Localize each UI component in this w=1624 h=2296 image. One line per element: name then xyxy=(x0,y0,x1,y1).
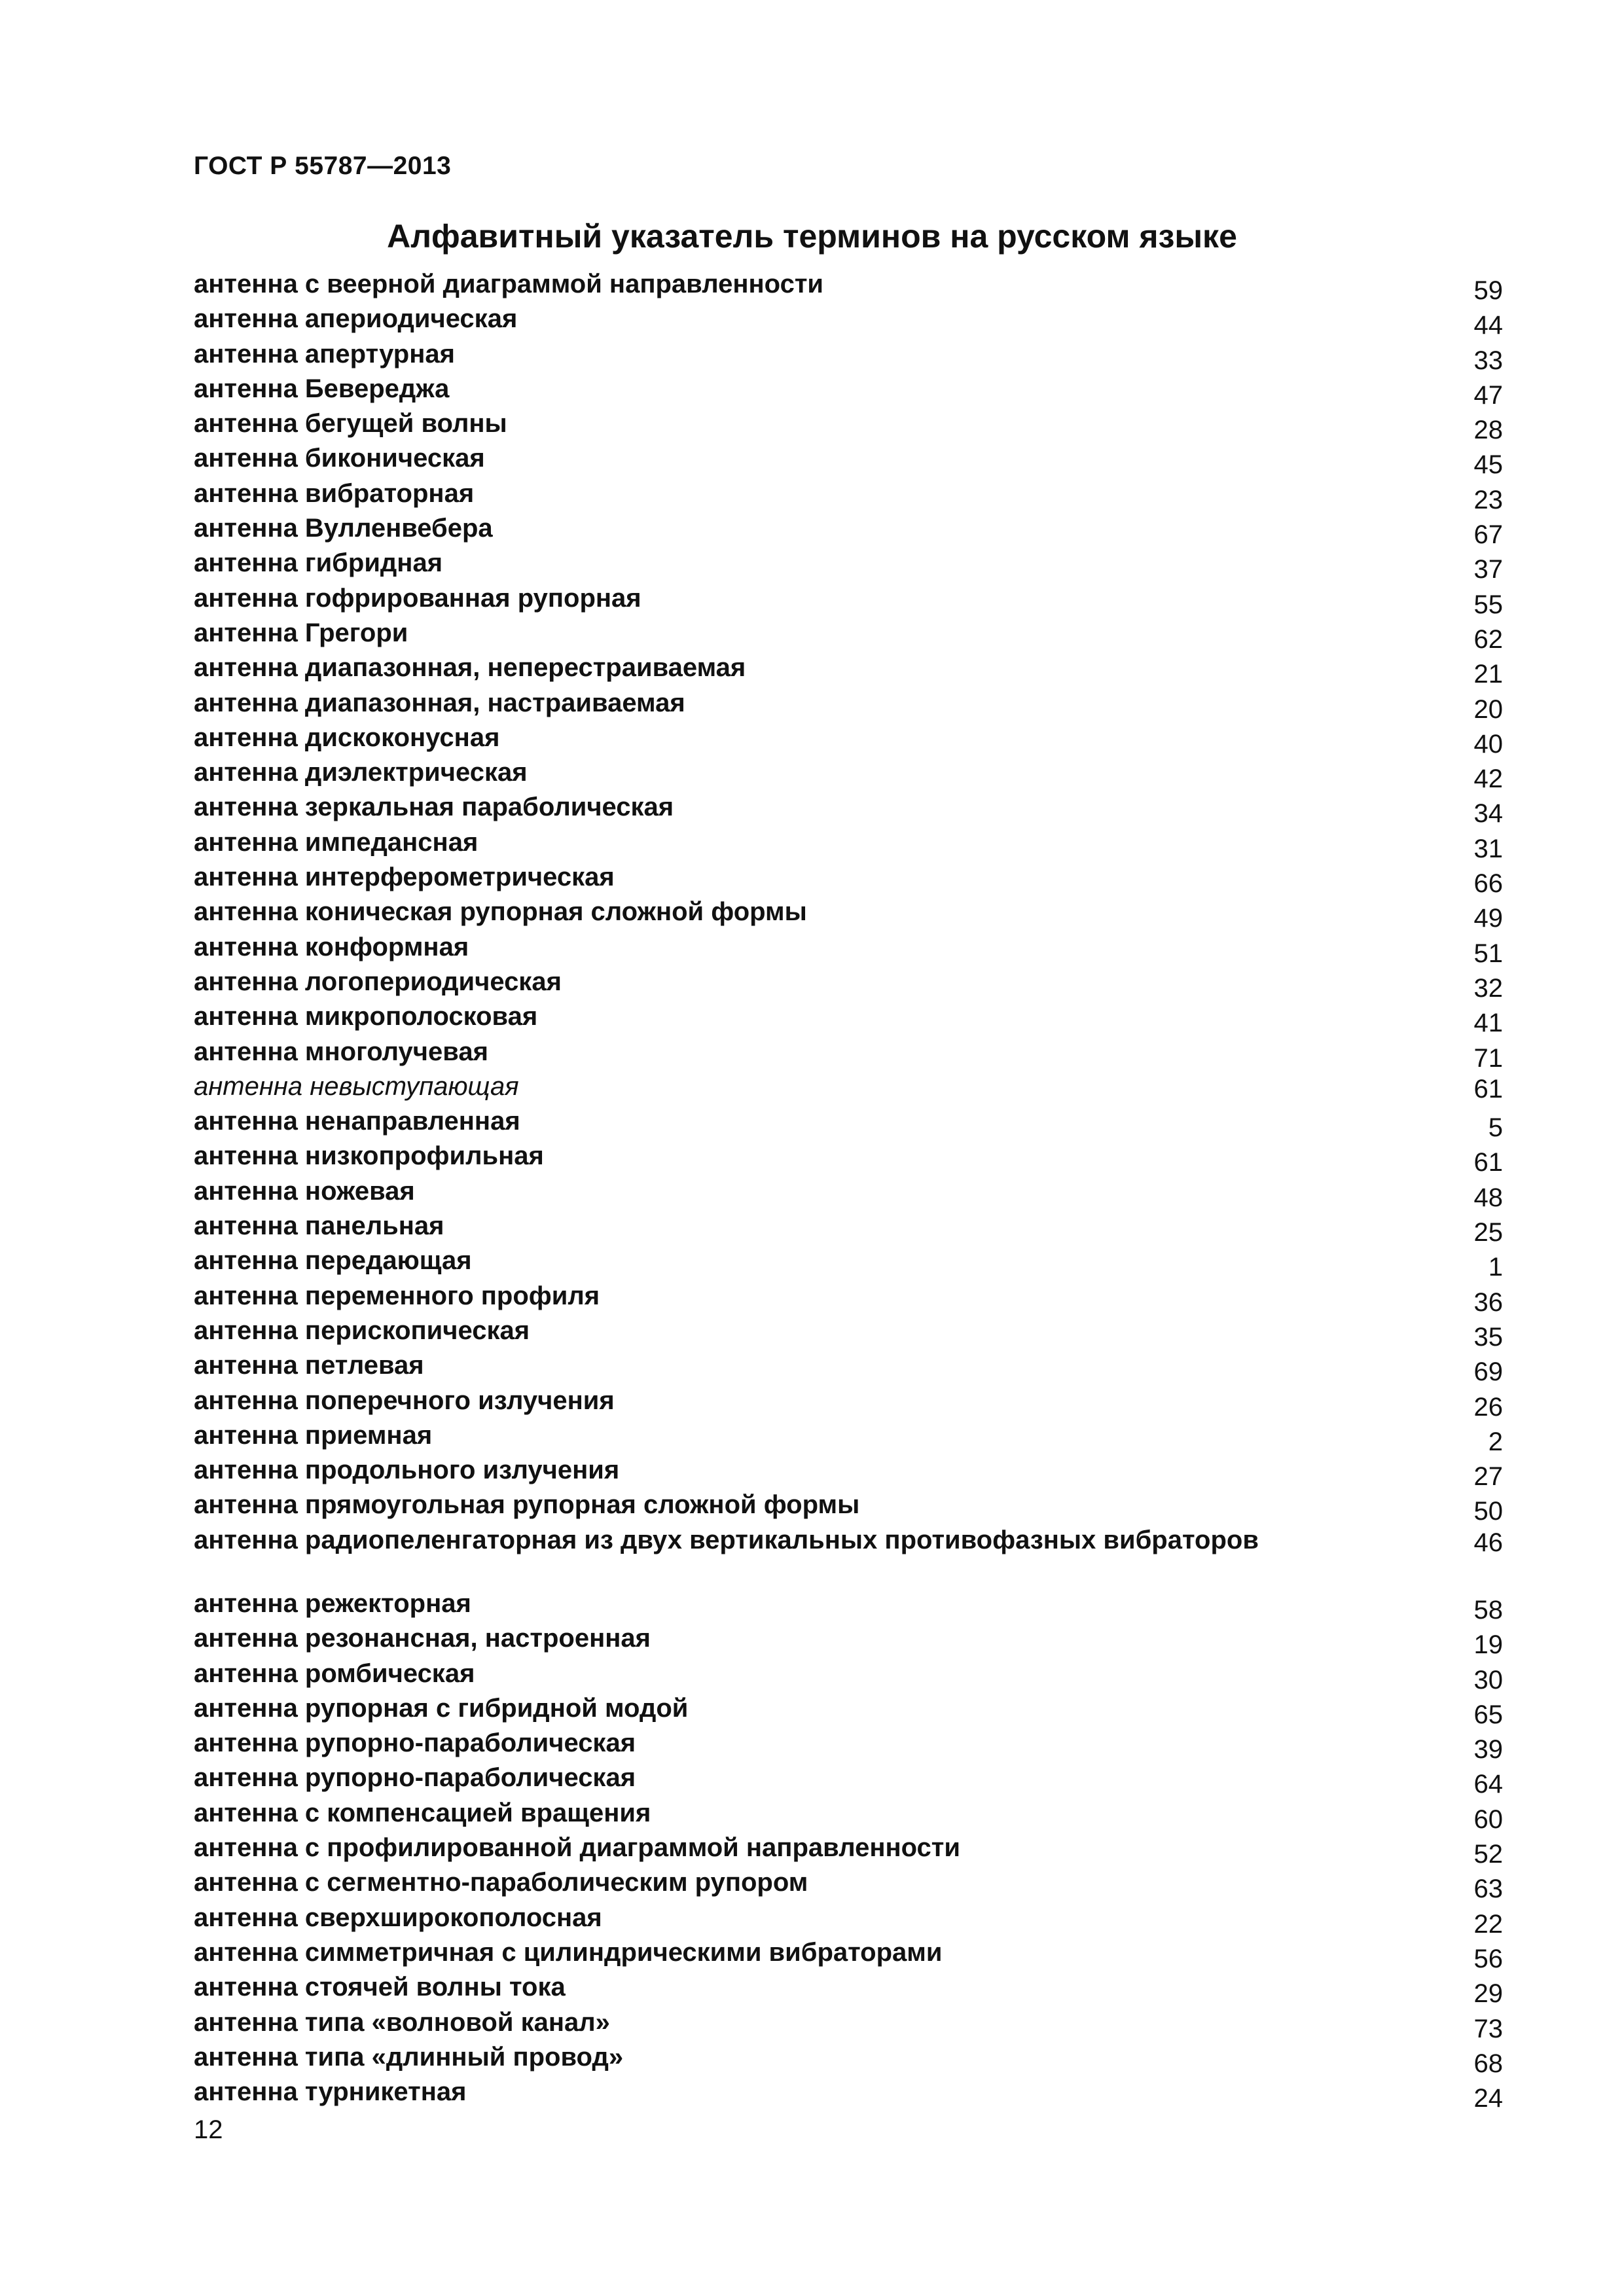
index-entry xyxy=(194,1799,1503,1833)
entry-number: 30 xyxy=(1473,1665,1503,1695)
entry-number: 68 xyxy=(1473,2049,1503,2078)
index-entry xyxy=(194,1177,1503,1211)
entry-term: антенна гофрированная рупорная xyxy=(194,583,641,613)
entry-number: 42 xyxy=(1473,764,1503,794)
entry-term: антенна коническая рупорная сложной формы xyxy=(194,897,807,927)
index-entry xyxy=(194,863,1503,897)
index-entry xyxy=(194,653,1503,688)
index-entry xyxy=(194,1694,1503,1729)
entry-number: 67 xyxy=(1473,520,1503,550)
page-number: 12 xyxy=(194,2115,223,2144)
index-entry xyxy=(194,1421,1503,1456)
entry-number: 46 xyxy=(1473,1528,1503,1557)
index-entry xyxy=(194,2008,1503,2043)
entry-term: антенна микрополосковая xyxy=(194,1002,538,1031)
entry-term: антенна типа «волновой канал» xyxy=(194,2007,610,2037)
entry-number: 60 xyxy=(1473,1804,1503,1834)
entry-number: 61 xyxy=(1473,1074,1503,1103)
index-entry xyxy=(194,1938,1503,1973)
index-entry xyxy=(194,1589,1503,1624)
index-entry xyxy=(194,584,1503,619)
entry-term: антенна Грегори xyxy=(194,618,408,647)
entry-term: антенна биконическая xyxy=(194,444,485,473)
entry-term: антенна прямоугольная рупорная сложной формы xyxy=(194,1490,860,1520)
index-title: Алфавитный указатель терминов на русском языке xyxy=(387,218,1237,255)
entry-number: 58 xyxy=(1473,1595,1503,1624)
entry-number: 59 xyxy=(1473,276,1503,305)
index-entry xyxy=(194,548,1503,583)
index-entry xyxy=(194,1624,1503,1659)
index-entry xyxy=(194,967,1503,1002)
entry-term: антенна рупорно-параболическая xyxy=(194,1729,636,1758)
entry-term: антенна Бевереджа xyxy=(194,374,450,403)
entry-term: антенна интерферометрическая xyxy=(194,863,615,892)
entry-term: антенна резонансная, настроенная xyxy=(194,1624,651,1653)
index-entry xyxy=(194,1282,1503,1316)
document-code-header: ГОСТ Р 55787—2013 xyxy=(194,152,452,180)
entry-term: антенна логопериодическая xyxy=(194,967,562,996)
entry-term: антенна диапазонная, настраиваемая xyxy=(194,688,685,717)
index-entry xyxy=(194,270,1503,304)
entry-term: антенна сверхширокополосная xyxy=(194,1903,602,1932)
entry-number: 44 xyxy=(1473,311,1503,340)
entry-term: антенна режекторная xyxy=(194,1588,471,1618)
entry-term: антенна конформная xyxy=(194,932,469,961)
index-entry xyxy=(194,409,1503,444)
entry-term: антенна передающая xyxy=(194,1246,472,1276)
entry-number: 63 xyxy=(1473,1874,1503,1904)
entry-term: антенна апертурная xyxy=(194,339,455,368)
entry-term: антенна поперечного излучения xyxy=(194,1386,615,1415)
entry-term: антенна с сегментно-параболическим рупором xyxy=(194,1868,808,1897)
entry-term-italic: антенна невыступающая xyxy=(194,1071,519,1101)
index-entry xyxy=(194,1002,1503,1037)
entry-number: 48 xyxy=(1473,1183,1503,1212)
index-entry xyxy=(194,828,1503,863)
index-entry xyxy=(194,1316,1503,1351)
entry-number: 35 xyxy=(1473,1322,1503,1352)
index-entry xyxy=(194,933,1503,967)
index-entry xyxy=(194,1526,1503,1560)
index-entry xyxy=(194,1211,1503,1246)
entry-number: 27 xyxy=(1473,1462,1503,1492)
entry-term: антенна радиопеленгаторная из двух вертикальных противофазных вибраторов xyxy=(194,1525,1259,1554)
entry-number: 28 xyxy=(1473,416,1503,445)
entry-term: антенна петлевая xyxy=(194,1351,424,1380)
entry-term: антенна вибраторная xyxy=(194,478,475,508)
entry-term: антенна панельная xyxy=(194,1211,444,1241)
entry-term: антенна рупорно-параболическая xyxy=(194,1763,636,1793)
entry-number: 66 xyxy=(1473,869,1503,899)
index-entry xyxy=(194,1763,1503,1798)
entry-number: 1 xyxy=(1488,1253,1503,1282)
index-entry xyxy=(194,1490,1503,1525)
entry-number: 36 xyxy=(1473,1287,1503,1317)
entry-number: 65 xyxy=(1473,1700,1503,1729)
index-entry xyxy=(194,1973,1503,2007)
entry-term: антенна стоячей волны тока xyxy=(194,1973,566,2002)
entry-term: антенна Вулленвебера xyxy=(194,514,493,543)
entry-term: антенна ненаправленная xyxy=(194,1107,520,1136)
entry-term: антенна перископическая xyxy=(194,1316,530,1345)
index-entry xyxy=(194,1729,1503,1763)
entry-number: 5 xyxy=(1488,1113,1503,1143)
index-entry xyxy=(194,1141,1503,1176)
entry-term: антенна с компенсацией вращения xyxy=(194,1798,651,1827)
entry-term: антенна рупорная с гибридной модой xyxy=(194,1693,689,1723)
index-entry xyxy=(194,1107,1503,1141)
entry-number: 26 xyxy=(1473,1392,1503,1422)
entry-number: 24 xyxy=(1473,2084,1503,2113)
index-entry xyxy=(194,1037,1503,1072)
entry-term: антенна с веерной диаграммой направленности xyxy=(194,270,824,298)
entry-number: 32 xyxy=(1473,973,1503,1003)
entry-number: 31 xyxy=(1473,834,1503,863)
index-entry xyxy=(194,1456,1503,1490)
index-entry xyxy=(194,444,1503,478)
entry-number: 55 xyxy=(1473,590,1503,619)
entry-number: 56 xyxy=(1473,1944,1503,1973)
index-entry xyxy=(194,1868,1503,1903)
entry-number: 64 xyxy=(1473,1770,1503,1799)
entry-number: 50 xyxy=(1473,1497,1503,1526)
entry-number: 40 xyxy=(1473,729,1503,759)
index-entry xyxy=(194,619,1503,653)
entry-number: 71 xyxy=(1473,1043,1503,1073)
entry-term: антенна зеркальная параболическая xyxy=(194,793,674,822)
entry-number: 25 xyxy=(1473,1218,1503,1247)
index-entry xyxy=(194,897,1503,932)
entry-term: антенна турникетная xyxy=(194,2077,467,2107)
entry-number: 2 xyxy=(1488,1427,1503,1456)
entry-term: антенна ромбическая xyxy=(194,1659,475,1688)
index-entry xyxy=(194,1833,1503,1868)
index-entry xyxy=(194,1659,1503,1694)
entry-term: антенна диапазонная, неперестраиваемая xyxy=(194,653,746,683)
entry-number: 52 xyxy=(1473,1840,1503,1869)
entry-term: антенна продольного излучения xyxy=(194,1456,620,1485)
index-entry xyxy=(194,1903,1503,1938)
entry-term: антенна дискоконусная xyxy=(194,723,500,752)
entry-number: 51 xyxy=(1473,939,1503,968)
entry-number: 33 xyxy=(1473,346,1503,375)
index-entry xyxy=(194,689,1503,723)
entry-number: 61 xyxy=(1473,1148,1503,1177)
term-index-list xyxy=(194,270,1503,2112)
index-entry xyxy=(194,304,1503,339)
entry-number: 29 xyxy=(1473,1979,1503,2009)
entry-number: 22 xyxy=(1473,1909,1503,1939)
entry-number: 37 xyxy=(1473,555,1503,584)
entry-term: антенна приемная xyxy=(194,1420,433,1450)
index-entry xyxy=(194,793,1503,827)
entry-term: антенна ножевая xyxy=(194,1176,415,1206)
index-entry xyxy=(194,723,1503,758)
entry-number: 23 xyxy=(1473,485,1503,514)
index-entry xyxy=(194,374,1503,409)
entry-number: 47 xyxy=(1473,380,1503,410)
entry-number: 19 xyxy=(1473,1630,1503,1660)
index-entry xyxy=(194,1072,1503,1107)
entry-number: 45 xyxy=(1473,450,1503,480)
index-entry xyxy=(194,479,1503,514)
entry-term: антенна симметричная с цилиндрическими вибраторами xyxy=(194,1937,943,1967)
entry-number: 20 xyxy=(1473,694,1503,724)
entry-term: антенна гибридная xyxy=(194,548,443,578)
entry-term: антенна диэлектрическая xyxy=(194,758,528,787)
index-entry xyxy=(194,2077,1503,2112)
entry-term: антенна типа «длинный провод» xyxy=(194,2042,624,2072)
entry-number: 62 xyxy=(1473,624,1503,654)
index-entry xyxy=(194,1246,1503,1281)
entry-term: антенна переменного профиля xyxy=(194,1281,600,1310)
entry-number: 49 xyxy=(1473,904,1503,933)
index-entry xyxy=(194,758,1503,793)
entry-number: 41 xyxy=(1473,1009,1503,1038)
entry-number: 21 xyxy=(1473,660,1503,689)
entry-term: антенна многолучевая xyxy=(194,1037,488,1066)
entry-number: 69 xyxy=(1473,1357,1503,1387)
index-entry xyxy=(194,340,1503,374)
entry-term: антенна с профилированной диаграммой направленности xyxy=(194,1833,960,1863)
entry-term: антенна импедансная xyxy=(194,827,478,857)
index-entry xyxy=(194,1351,1503,1386)
index-entry xyxy=(194,2043,1503,2077)
entry-number: 34 xyxy=(1473,799,1503,829)
index-entry xyxy=(194,514,1503,548)
entry-term: антенна апериодическая xyxy=(194,304,518,334)
entry-number: 39 xyxy=(1473,1735,1503,1765)
entry-term: антенна низкопрофильная xyxy=(194,1141,544,1171)
index-entry xyxy=(194,1386,1503,1421)
entry-number: 73 xyxy=(1473,2014,1503,2043)
entry-term: антенна бегущей волны xyxy=(194,409,507,439)
